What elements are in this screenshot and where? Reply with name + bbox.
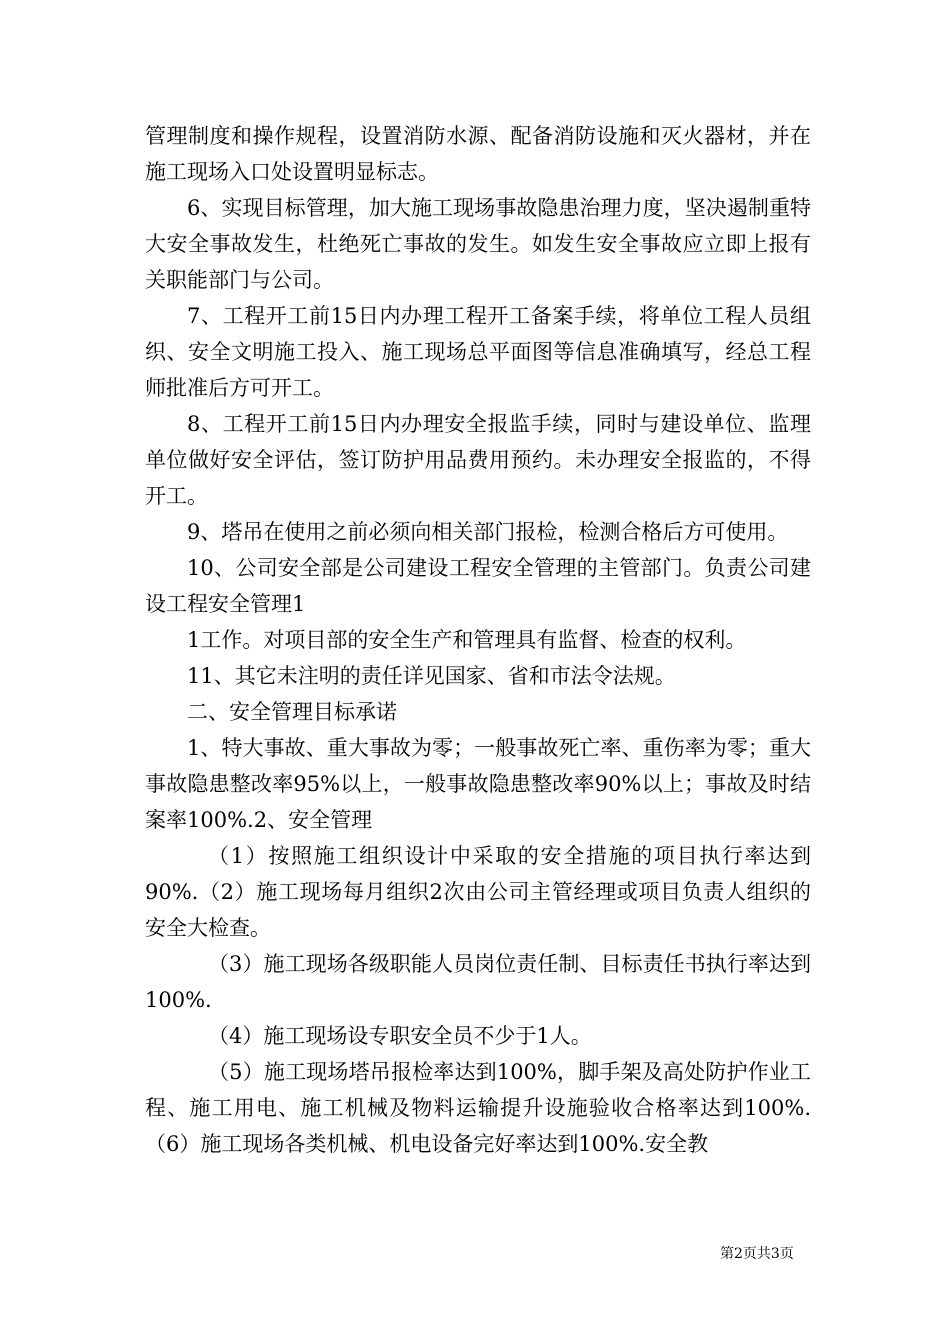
- paragraph-target-1: 1、特大事故、重大事故为零；一般事故死亡率、重伤率为零；重大事故隐患整改率95%以上，一般事故隐患整改率90%以上；事故及时结案率100%.2、安全管理: [145, 736, 811, 832]
- paragraph-item-6: 6、实现目标管理，加大施工现场事故隐患治理力度，坚决遏制重特大安全事故发生，杜绝死亡事故的发生。如发生安全事故应立即上报有关职能部门与公司。: [145, 196, 811, 292]
- page-number-footer: 第2页共3页: [720, 1246, 794, 1262]
- paragraph-item-8: 8、工程开工前15日内办理安全报监手续，同时与建设单位、监理单位做好安全评估，签订防护用品费用预约。未办理安全报监的，不得开工。: [145, 412, 811, 508]
- paragraph-measure-3: （3）施工现场各级职能人员岗位责任制、目标责任书执行率达到100%.: [145, 952, 811, 1012]
- paragraph-measure-5-6: （5）施工现场塔吊报检率达到100%，脚手架及高处防护作业工程、施工用电、施工机械及物料运输提升设施验收合格率达到100%.（6）施工现场各类机械、机电设备完好率达到100%.安全教: [145, 1060, 811, 1156]
- paragraph-item-7: 7、工程开工前15日内办理工程开工备案手续，将单位工程人员组织、安全文明施工投入、施工现场总平面图等信息准确填写，经总工程师批准后方可开工。: [145, 304, 811, 400]
- paragraph-measure-4: （4）施工现场设专职安全员不少于1人。: [208, 1024, 592, 1048]
- paragraph-item-11: 11、其它未注明的责任详见国家、省和市法令法规。: [187, 664, 676, 688]
- paragraph-continued: 管理制度和操作规程，设置消防水源、配备消防设施和灭火器材，并在施工现场入口处设置明显标志。: [145, 124, 811, 184]
- paragraph-item-10-continued: 1工作。对项目部的安全生产和管理具有监督、检查的权利。: [187, 628, 747, 652]
- section-heading-safety-targets: 二、安全管理目标承诺: [187, 700, 397, 724]
- paragraph-item-10: 10、公司安全部是公司建设工程安全管理的主管部门。负责公司建设工程安全管理1: [145, 556, 811, 616]
- body-text: [145, 118, 811, 1162]
- paragraph-measure-1-2: （1）按照施工组织设计中采取的安全措施的项目执行率达到90%.（2）施工现场每月组织2次由公司主管经理或项目负责人组织的安全大检查。: [145, 844, 811, 940]
- paragraph-item-9: 9、塔吊在使用之前必须向相关部门报检，检测合格后方可使用。: [187, 520, 789, 544]
